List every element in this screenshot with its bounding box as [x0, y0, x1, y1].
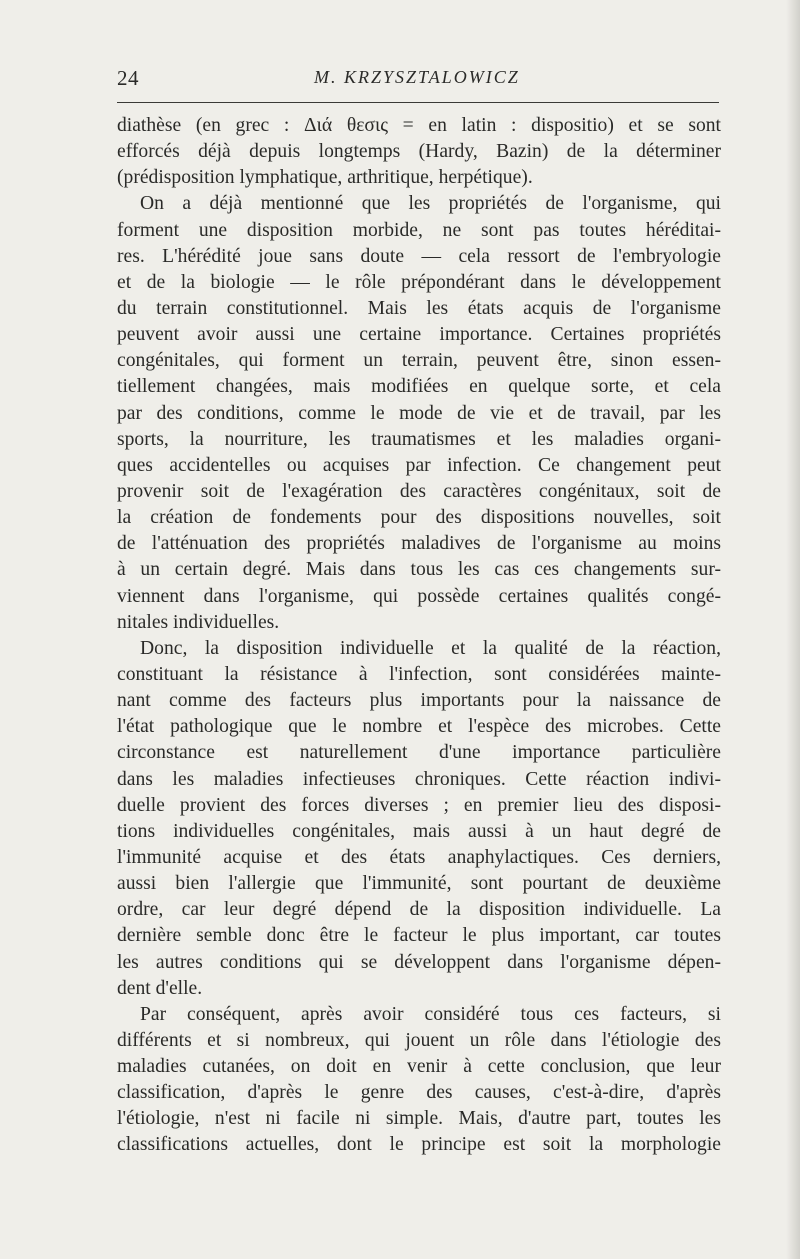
text-line: viennent dans l'organisme, qui possède certaines qualités congé-	[117, 585, 721, 607]
text-line: par des conditions, comme le mode de vie et de travail, par les	[117, 402, 721, 424]
text-line: provenir soit de l'exagération des caractères congénitaux, soit de	[117, 480, 721, 502]
text-line: constituant la résistance à l'infection, sont considérées mainte-	[117, 663, 721, 685]
page-number: 24	[117, 66, 139, 90]
text-line: maladies cutanées, on doit en venir à cette conclusion, que leur	[117, 1056, 721, 1078]
text-line: les autres conditions qui se développent dans l'organisme dépen-	[117, 951, 721, 973]
text-line: Donc, la disposition individuelle et la qualité de la réaction,	[140, 637, 721, 659]
text-line: de l'atténuation des propriétés maladives de l'organisme au moins	[117, 533, 721, 555]
text-line: dent d'elle.	[117, 977, 203, 999]
text-line: Par conséquent, après avoir considéré tous ces facteurs, si	[140, 1003, 721, 1025]
text-line: congénitales, qui forment un terrain, peuvent être, sinon essen-	[117, 350, 721, 372]
text-line: classifications actuelles, dont le principe est soit la morphologie	[117, 1134, 721, 1156]
text-line: différents et si nombreux, qui jouent un rôle dans l'étiologie des	[117, 1029, 721, 1051]
text-line: l'état pathologique que le nombre et l'espèce des microbes. Cette	[117, 716, 721, 738]
text-line: tiellement changées, mais modifiées en quelque sorte, et cela	[117, 376, 721, 398]
header-rule	[117, 102, 719, 103]
text-line: aussi bien l'allergie que l'immunité, sont pourtant de deuxième	[117, 873, 721, 895]
page-edge-shadow	[786, 0, 800, 1259]
text-line: sports, la nourriture, les traumatismes et les maladies organi-	[117, 428, 721, 450]
text-line: circonstance est naturellement d'une importance particulière	[117, 742, 721, 764]
text-line: l'immunité acquise et des états anaphylactiques. Ces derniers,	[117, 846, 721, 868]
running-head: M. KRZYSZTALOWICZ	[314, 67, 520, 87]
text-line: dernière semble donc être le facteur le plus important, car toutes	[117, 925, 721, 947]
text-line: ordre, car leur degré dépend de la disposition individuelle. La	[117, 899, 721, 921]
text-line: du terrain constitutionnel. Mais les états acquis de l'organisme	[117, 297, 721, 319]
text-line: tions individuelles congénitales, mais aussi à un haut degré de	[117, 820, 721, 842]
text-line: peuvent avoir aussi une certaine importance. Certaines propriétés	[117, 324, 721, 346]
text-line: nitales individuelles.	[117, 611, 280, 633]
text-line: dans les maladies infectieuses chroniques. Cette réaction indivi-	[117, 768, 721, 790]
text-line: nant comme des facteurs plus importants pour la naissance de	[117, 690, 721, 712]
text-line: la création de fondements pour des dispositions nouvelles, soit	[117, 507, 721, 529]
text-line: et de la biologie — le rôle prépondérant dans le développement	[117, 271, 721, 293]
text-line: efforcés déjà depuis longtemps (Hardy, Bazin) de la déterminer	[117, 141, 721, 163]
text-line: l'étiologie, n'est ni facile ni simple. Mais, d'autre part, toutes les	[117, 1108, 721, 1130]
text-line: classification, d'après le genre des causes, c'est-à-dire, d'après	[117, 1082, 721, 1104]
text-line: ques accidentelles ou acquises par infection. Ce changement peut	[117, 454, 721, 476]
text-line: duelle provient des forces diverses ; en premier lieu des disposi-	[117, 794, 721, 816]
text-line: On a déjà mentionné que les propriétés de l'organisme, qui	[140, 193, 721, 215]
text-line: diathèse (en grec : Διά θεσις = en latin : dispositio) et se sont	[117, 115, 721, 136]
text-line: res. L'hérédité joue sans doute — cela ressort de l'embryologie	[117, 245, 721, 267]
page-header	[117, 66, 719, 96]
text-line: forment une disposition morbide, ne sont pas toutes héréditai-	[117, 219, 721, 241]
text-line: à un certain degré. Mais dans tous les cas ces changements sur-	[117, 559, 721, 581]
body-text	[117, 113, 721, 1159]
text-line: (prédisposition lymphatique, arthritique, herpétique).	[117, 167, 533, 189]
